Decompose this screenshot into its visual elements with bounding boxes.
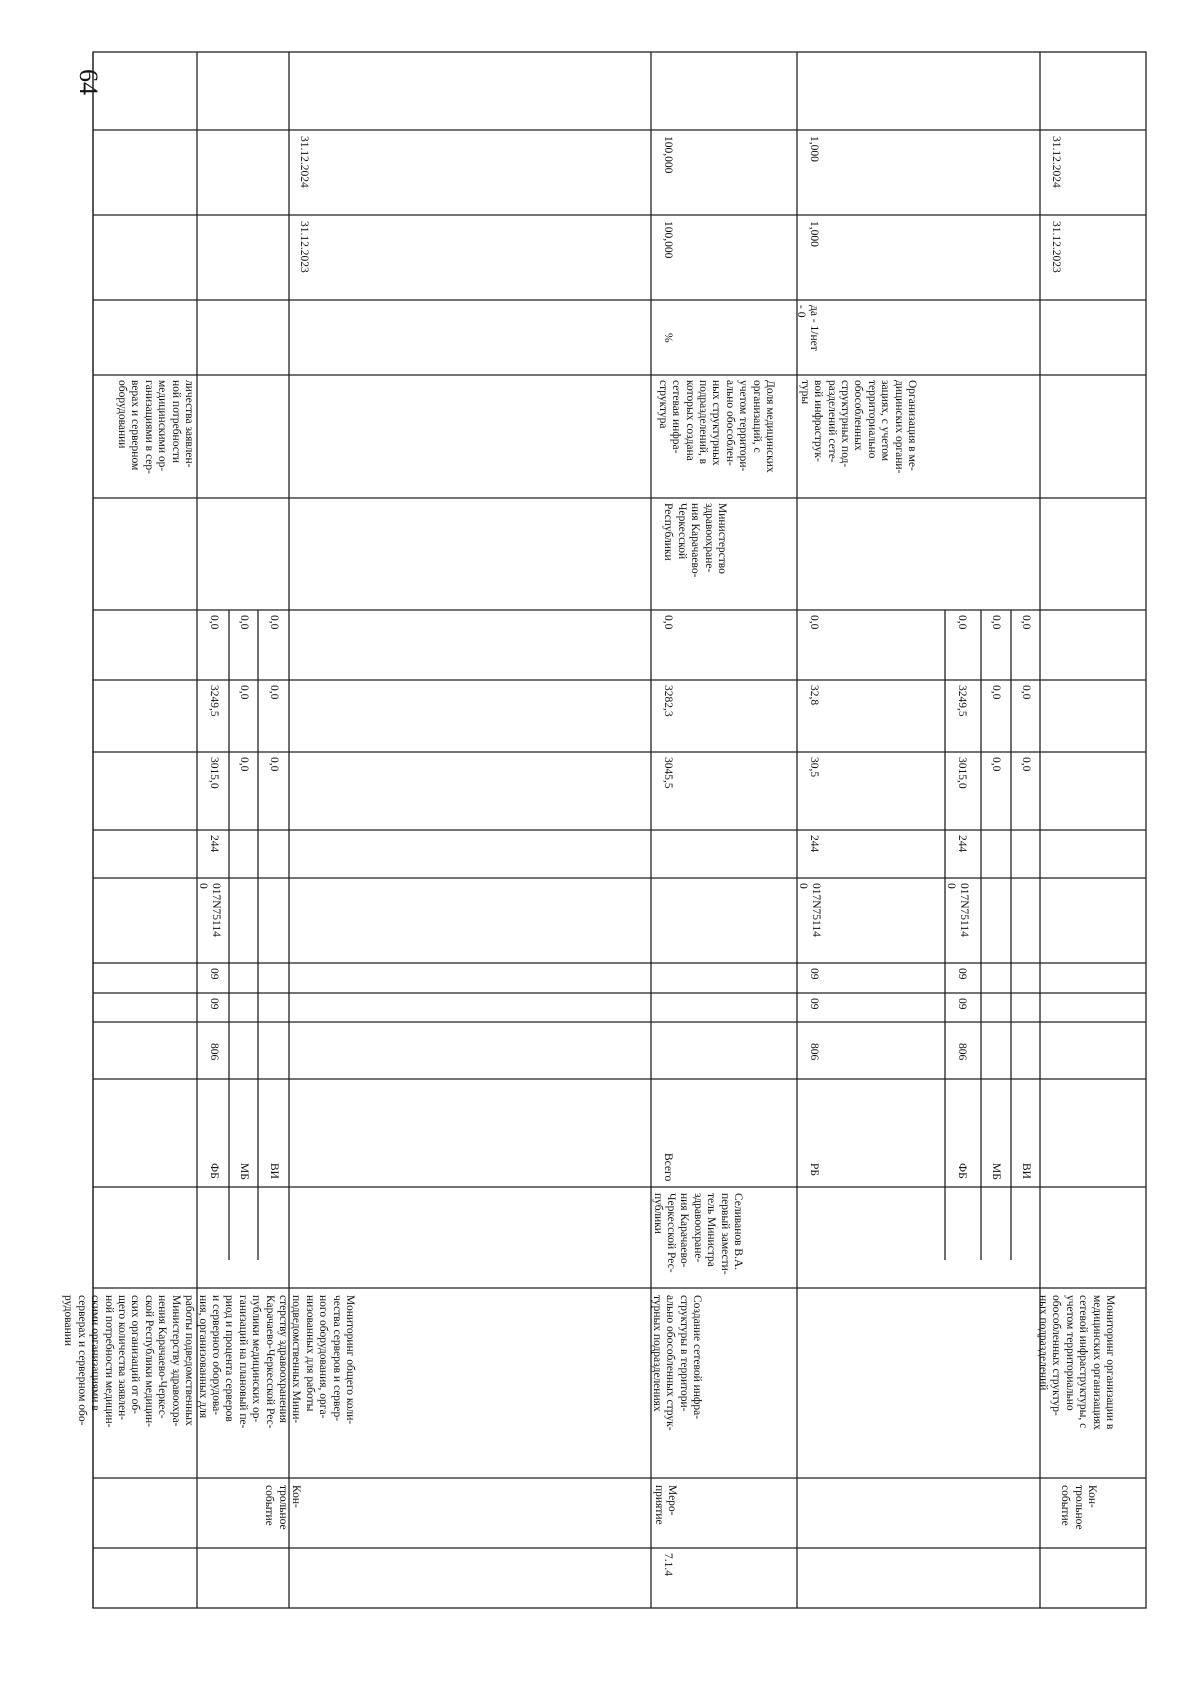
indicator-2-unit: да - 1/нет - 0 — [794, 305, 820, 351]
fb-rz: 09 — [208, 998, 220, 1010]
fb-source: ФБ — [208, 1163, 220, 1179]
fb2-2024: 3249,5 — [956, 685, 968, 717]
control-event-2-name: Мониторинг организации в медицинских организациях сетевой инфраструктуры, с учетом территориально обособленных структур- ных подразделений — [1036, 1295, 1116, 1430]
total-source: Всего — [662, 1153, 674, 1182]
fb-2023: 3015,0 — [208, 757, 220, 789]
vi-source: ВИ — [268, 1163, 280, 1179]
indicator-1-2023: 100,000 — [662, 221, 674, 259]
fb2-2023: 3015,0 — [956, 757, 968, 789]
fb2-source: ФБ — [956, 1163, 968, 1179]
measure-type: Меро- приятие — [652, 1485, 678, 1525]
total-2023: 3045,5 — [662, 757, 674, 789]
mb2-source: МБ — [990, 1163, 1002, 1180]
vi-2025: 0,0 — [268, 615, 280, 630]
control-event-2-type: Кон- трольное событие — [1059, 1485, 1098, 1530]
measure-responsible: Селиванов В.А. первый замести- тель Министра здравоохране- ния Карачаево- Черкесской Рес- публики — [651, 1193, 744, 1275]
indicator-2-2024: 1,000 — [808, 136, 820, 162]
fb-vr: 244 — [208, 835, 220, 853]
fb2-grbs: 806 — [956, 1043, 968, 1061]
indicator-1-2024: 100,000 — [662, 136, 674, 174]
vi2-2025: 0,0 — [1020, 615, 1032, 630]
control-event-1-name: Мониторинг общего коли- чества серверов и сервер- ного оборудования, орга- низованных для работы подведомственных Мини- стерству здравоохранения Карачаево-Черкесской Рес- публики медицинских ор- ганизаций на плановый пе- риод и процента серверов и серверного оборудова- ния, организованных для работы подведомственных Министерству здравоохра- нения Карачаево-Черкес- ской Республики медицин- ских организаций от об- щего количества заявлен- ной потребности медицин- скими организациями в серверах и серверном обо- рудовании — [62, 1295, 356, 1429]
fb2-rz: 09 — [956, 998, 968, 1010]
vi2-2024: 0,0 — [1020, 685, 1032, 700]
total-2024: 3282,3 — [662, 685, 674, 717]
mb2-2023: 0,0 — [990, 757, 1002, 772]
rb-grbs: 806 — [808, 1043, 820, 1061]
fb2-2025: 0,0 — [956, 615, 968, 630]
indicator-1-name: Доля медицинских организаций, с учетом территори- ально обособлен- ных структурных подразделений, в которых создана сетевая инфра- структура — [656, 380, 776, 473]
rb-2023: 30,5 — [808, 757, 820, 778]
fb2-pr: 09 — [956, 968, 968, 980]
vi2-source: ВИ — [1020, 1163, 1032, 1179]
rb-rz: 09 — [808, 998, 820, 1010]
rb-vr: 244 — [808, 835, 820, 853]
control-event-2-date-2023: 31.12.2023 — [1050, 221, 1062, 273]
indicator-2-2023: 1,000 — [808, 221, 820, 247]
mb-source: МБ — [238, 1163, 250, 1180]
fb2-vr: 244 — [956, 835, 968, 853]
total-2025: 0,0 — [662, 615, 674, 630]
fb-csr: 017N75114 0 — [196, 883, 222, 937]
vi-2023: 0,0 — [268, 757, 280, 772]
indicator-1-unit: % — [662, 333, 674, 343]
rb-2025: 0,0 — [808, 615, 820, 630]
continued-indicator-text: личества заявлен- ной потребности медицинскими ор- ганизациями в сер- верах и серверном оборудовании — [115, 380, 195, 474]
fb2-csr: 017N75114 0 — [944, 883, 970, 937]
mb-2023: 0,0 — [238, 757, 250, 772]
control-event-2-date-2024: 31.12.2024 — [1050, 136, 1062, 188]
mb2-2024: 0,0 — [990, 685, 1002, 700]
measure-name: Создание сетевой инфра- структуры в территори- ально обособленных струк- турных подразделениях — [650, 1295, 703, 1431]
control-event-1-date-2023: 31.12.2023 — [298, 221, 310, 273]
control-event-1-type: Кон- трольное событие — [263, 1485, 302, 1530]
mb-2025: 0,0 — [238, 615, 250, 630]
page-number: 64 — [74, 69, 103, 95]
vi-2024: 0,0 — [268, 685, 280, 700]
rb-2024: 32,8 — [808, 685, 820, 706]
mb-2024: 0,0 — [238, 685, 250, 700]
fb-grbs: 806 — [208, 1043, 220, 1061]
measure-number: 7.1.4 — [662, 1553, 674, 1576]
fb-pr: 09 — [208, 968, 220, 980]
rb-source: РБ — [808, 1163, 820, 1176]
control-event-1-date-2024: 31.12.2024 — [298, 136, 310, 188]
executor: Министерство здравоохране- ния Карачаево- Черкесской Республики — [662, 503, 728, 578]
vi2-2023: 0,0 — [1020, 757, 1032, 772]
rb-pr: 09 — [808, 968, 820, 980]
rb-csr: 017N75114 0 — [796, 883, 822, 937]
mb2-2025: 0,0 — [990, 615, 1002, 630]
fb-2024: 3249,5 — [208, 685, 220, 717]
indicator-2-name: Организация в ме- дицинских органи- зациях, с учетом территориально обособленных структурных под- разделений сете- вой инфраструк- туры — [798, 380, 918, 474]
fb-2025: 0,0 — [208, 615, 220, 630]
